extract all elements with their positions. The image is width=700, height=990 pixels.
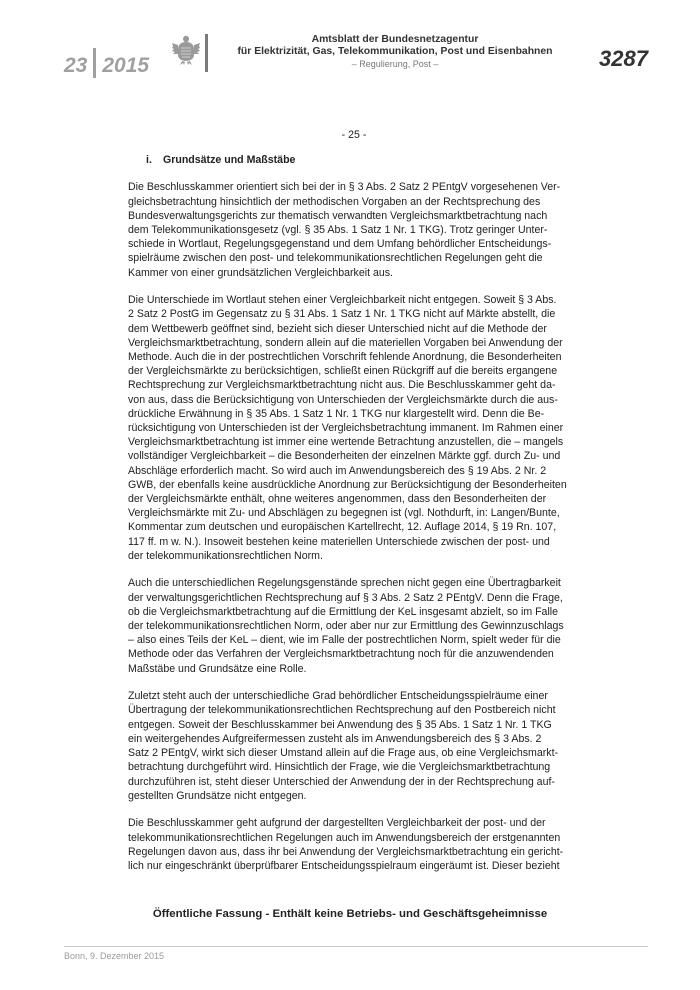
text-line: schiede in Wortlaut, Regelungsgegenstand und dem Umfang behördlicher Entscheidungs- bbox=[128, 238, 552, 251]
gazette-title bbox=[230, 34, 560, 58]
body-paragraph bbox=[128, 689, 580, 803]
text-line: Kammer von einer grundsätzlichen Vergleichbarkeit aus. bbox=[128, 266, 393, 279]
text-line: Vergleichsmärkte mit Zu- und Abschlägen zu begegnen ist (vgl. Nothdurft, in: Langen/Bunte, bbox=[128, 507, 560, 520]
text-line: dem Wettbewerb geöffnet sind, bezieht sich dieser Unterschied nicht auf die Methode der bbox=[128, 322, 547, 335]
text-line: Rechtsprechung zur Vergleichsmarktbetrachtung nicht aus. Die Beschlusskammer geht da- bbox=[128, 379, 556, 392]
text-line: Methode oder das Verfahren der Vergleichsmarktbetrachtung noch für die anzuwendenden bbox=[128, 648, 554, 661]
text-line: Bundesverwaltungsgerichts zur thematisch verwandten Vergleichsmarktbetrachtung nach bbox=[128, 209, 548, 222]
text-line: entgegen. Soweit der Beschlusskammer bei Anwendung des § 35 Abs. 1 Satz 1 Nr. 1 TKG bbox=[128, 718, 552, 731]
section-heading bbox=[146, 153, 580, 167]
issue-separator bbox=[93, 48, 96, 78]
confidentiality-notice: Öffentliche Fassung - Enthält keine Betriebs- und Geschäftsgeheimnisse bbox=[152, 908, 548, 920]
text-line: der telekommunikationsrechtlichen Norm. bbox=[128, 549, 323, 562]
text-line: rücksichtigung von Unterschieden ist der Vergleichsbetrachtung immanent. Im Rahmen einer bbox=[128, 422, 564, 435]
body-paragraph bbox=[128, 180, 580, 279]
text-line: Die Beschlusskammer orientiert sich bei der in § 3 Abs. 2 Satz 2 PEntgV vorgesehenen Ver- bbox=[128, 181, 561, 194]
text-line: Auch die unterschiedlichen Regelungsgenstände sprechen nicht gegen eine Übertragbarkeit bbox=[128, 577, 561, 590]
text-line: lich nur eingeschränkt überprüfbarer Entscheidungsspielraum eingeräumt ist. Dieser bezieht bbox=[128, 859, 560, 872]
text-line: Vergleichsmarktbetrachtung, sondern allein auf die materiellen Vorgaben bei Anwendung der bbox=[128, 336, 563, 349]
text-line: gleichsbetrachtung hinsichtlich der methodischen Vorgaben an der Rechtsprechung des bbox=[128, 195, 541, 208]
page-number: 3287 bbox=[599, 46, 648, 71]
footer-date: Bonn, 9. Dezember 2015 bbox=[64, 951, 165, 961]
text-line: Kommentar zum deutschen und europäischen Kartellrecht, 12. Auflage 2014, § 19 Rn. 107, bbox=[128, 521, 557, 534]
text-line: ob die Vergleichsmarktbetrachtung auf die Ermittlung der KeL insgesamt abzielt, so im Falle bbox=[128, 605, 559, 618]
header-divider bbox=[205, 34, 208, 72]
text-line: Regelungen davon aus, dass ihr bei Anwendung der Vergleichsmarktbetrachtung ein gericht- bbox=[128, 845, 564, 858]
text-line: 2 Satz 2 PostG im Gegensatz zu § 31 Abs. 1 Satz 1 Nr. 1 TKG nicht auf Märkte abstellt, die bbox=[128, 308, 556, 321]
text-line: Vergleichsmarktbetrachtung ist immer eine wertende Betrachtung anzustellen, die – mangels bbox=[128, 436, 564, 449]
text-line: Abschläge erforderlich macht. So wird auch im Anwendungsbereich des § 19 Abs. 2 Nr. 2 bbox=[128, 464, 547, 477]
gazette-subtitle: – Regulierung, Post – bbox=[351, 59, 439, 69]
text-line: dem Telekommunikationsgesetz (vgl. § 35 Abs. 1 Satz 1 Nr. 1 TKG). Trotz geringer Unter- bbox=[128, 224, 548, 237]
text-line: 117 ff. m w. N.). Insoweit bestehen keine materiellen Unterschiede zwischen der post- und bbox=[128, 535, 550, 548]
text-line: der Vergleichsmärkte enthält, ohne weiteres angenommen, dass den Besonderheiten der bbox=[128, 493, 547, 506]
gazette-header bbox=[0, 0, 700, 90]
text-line: GWB, der ebenfalls keine ausdrückliche Anordnung zur Berücksichtigung der Besonderheiten bbox=[128, 478, 567, 491]
text-line: spielräume zwischen den post- und telekommunikationsrechtlichen Regelungen geht die bbox=[128, 252, 543, 265]
body-paragraph bbox=[128, 293, 580, 563]
text-line: ein weitergehendes Aufgreifermessen zusteht als im Anwendungsbereich des § 3 Abs. 2 bbox=[128, 732, 542, 745]
section-number: i. bbox=[146, 154, 152, 167]
text-line: betrachtung durchgeführt wird. Hinsichtlich der Frage, wie die Vergleichsmarktbetrachtung bbox=[128, 761, 551, 774]
text-line: Methode. Auch die in der postrechtlichen Vorschrift fehlende Anordnung, die Besonderheiten bbox=[128, 351, 562, 364]
text-line: Die Beschlusskammer geht aufgrund der dargestellten Vergleichbarkeit der post- und der bbox=[128, 817, 546, 830]
text-line: der Vergleichsmärkte zu berücksichtigen, schließt einen Rückgriff auf die bereits ergangene bbox=[128, 365, 558, 378]
body-paragraph bbox=[128, 816, 580, 873]
text-line: der telekommunikationsrechtlichen Norm, oder aber nur zur Ermittlung des Gewinnzuschlags bbox=[128, 620, 564, 633]
body-paragraph bbox=[128, 576, 580, 675]
text-line: von aus, dass die Berücksichtigung von Unterschieden der Vergleichsmärkte durch die aus- bbox=[128, 393, 558, 406]
text-line: durchzuführen ist, steht dieser Unterschied der Anwendung der in der Rechtsprechung auf- bbox=[128, 775, 555, 788]
text-line: Maßstäbe und Grundsätze eine Rolle. bbox=[128, 662, 307, 675]
text-line: Die Unterschiede im Wortlaut stehen einer Vergleichbarkeit nicht entgegen. Soweit § 3 Abs. bbox=[128, 294, 557, 307]
text-line: telekommunikationsrechtlichen Regelungen auch im Anwendungsbereich der erstgenannten bbox=[128, 831, 561, 844]
page-marker: - 25 - bbox=[341, 129, 367, 141]
document-body bbox=[128, 128, 580, 887]
footer-rule bbox=[64, 946, 648, 947]
issue-year: 2015 bbox=[102, 54, 150, 77]
federal-eagle-icon bbox=[172, 34, 200, 66]
text-line: vollständiger Vergleichbarkeit – die Besonderheiten der einzelnen Märkte ggf. durch Zu- und bbox=[128, 450, 561, 463]
paragraph-list bbox=[128, 180, 580, 873]
text-line: – also eines Teils der KeL – dient, wie im Falle der postrechtlichen Norm, spielt weder für die bbox=[128, 634, 561, 647]
text-line: der verwaltungsgerichtlichen Rechtsprechung auf § 3 Abs. 2 Satz 2 PEntgV. Denn die Frage, bbox=[128, 591, 563, 604]
issue-number: 23 bbox=[64, 54, 88, 77]
gazette-title-line2: für Elektrizität, Gas, Telekommunikation, Post und Eisenbahnen bbox=[237, 46, 553, 57]
gazette-title-line1: Amtsblatt der Bundesnetzagentur bbox=[311, 34, 479, 45]
text-line: Zuletzt steht auch der unterschiedliche Grad behördlicher Entscheidungsspielräume einer bbox=[128, 690, 548, 703]
section-title: Grundsätze und Maßstäbe bbox=[163, 154, 296, 167]
text-line: Übertragung der telekommunikationsrechtlichen Rechtsprechung auf den Postbereich nicht bbox=[128, 704, 556, 717]
text-line: gestellten Grundsätze nicht entgegen. bbox=[128, 789, 307, 802]
text-line: drückliche Erwähnung in § 35 Abs. 1 Satz 1 Nr. 1 TKG nur klargestellt wird. Denn die Be- bbox=[128, 407, 545, 420]
text-line: Satz 2 PEntgV, wirkt sich dieser Umstand allein auf die Frage aus, ob eine Vergleichsmarkt- bbox=[128, 747, 559, 760]
issue-label bbox=[64, 48, 149, 78]
